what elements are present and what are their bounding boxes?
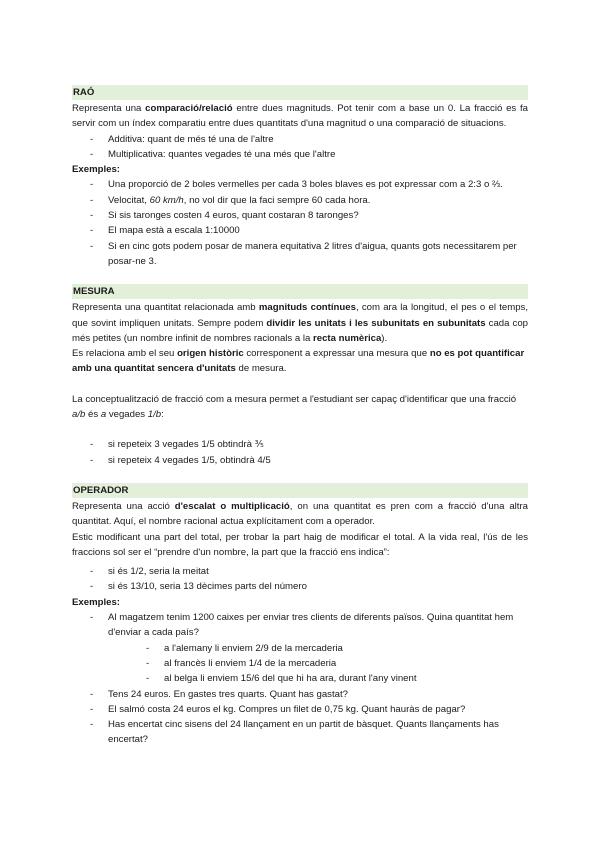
spacer	[72, 468, 528, 483]
rao-examples-label: Exemples:	[72, 164, 120, 176]
section-heading-operador: OPERADOR	[72, 483, 528, 498]
list-item: - El mapa està a escala 1:10000	[72, 223, 528, 238]
list-item: - Has encertat cinc sisens del 24 llançament en un partit de bàsquet. Quants llançaments has encertat?	[72, 717, 528, 748]
document-page	[72, 85, 528, 748]
section-heading-mesura: MESURA	[72, 284, 528, 299]
sub-list-item: - al francès li enviem 1/4 de la mercaderia	[108, 656, 528, 671]
spacer	[72, 422, 528, 437]
spacer	[72, 377, 528, 392]
sub-list-item: - a l'alemany li enviem 2/9 de la mercaderia	[108, 641, 528, 656]
section-heading-rao: RAÓ	[72, 85, 528, 100]
rao-types-list	[72, 132, 528, 163]
list-item: - Velocitat, 60 km/h, no vol dir que la faci sempre 60 cada hora.	[72, 193, 528, 208]
operador-definition: Representa una acció d'escalat o multiplicació, on una quantitat es pren com a fracció d'una altra quantitat. Aquí, el nombre racional actua explícitament com a operador.	[72, 500, 528, 528]
operador-examples-label: Exemples:	[72, 596, 120, 608]
mesura-concept: La conceptualització de fracció com a mesura permet a l'estudiant ser capaç d'identificar que una fracció a/b és a vegades 1/b:	[72, 393, 517, 421]
sub-list-item: - al belga li enviem 15/6 del que hi ha ara, durant l'any vinent	[108, 671, 528, 686]
operador-examples-list	[72, 610, 528, 748]
mesura-origin: Es relaciona amb el seu origen històric corresponent a expressar una mesura que no es pot quantificar amb una quantitat sencera d'unitats de mesura.	[72, 348, 525, 375]
sub-list	[108, 641, 528, 687]
list-item: - si repeteix 3 vegades 1/5 obtindrà ⅗	[72, 437, 528, 452]
mesura-definition: Representa una quantitat relacionada amb magnituds contínues, com ara la longitud, el pes o el temps, que sovint impliquen unitats. Sempre podem dividir les unitats i les subunitats en subunitats cada cop més petites (un nombre infinit de nombres racionals a la recta numèrica).	[72, 302, 528, 344]
operador-list	[72, 564, 528, 595]
list-item: - Tens 24 euros. En gastes tres quarts. Quant has gastat?	[72, 687, 528, 702]
list-item: - Una proporció de 2 boles vermelles per cada 3 boles blaves es pot expressar com a 2:3 o ⅔.	[72, 177, 528, 192]
list-item: - Si sis taronges costen 4 euros, quant costaran 8 taronges?	[72, 208, 528, 223]
mesura-list	[72, 437, 528, 468]
rao-definition: Representa una comparació/relació entre dues magnituds. Pot tenir com a base un 0. La fracció es fa servir com un índex comparatiu entre dues quantitats d'una magnitud o una comparació de situacions.	[72, 103, 528, 130]
list-item: - El salmó costa 24 euros el kg. Compres un filet de 0,75 kg. Quant hauràs de pagar?	[72, 702, 528, 717]
list-item: - Multiplicativa: quantes vegades té una més que l'altre	[72, 147, 528, 162]
list-item: - Al magatzem tenim 1200 caixes per enviar tres clients de diferents països. Quina quantitat hem d'enviar a cada país? - a l'alemany li enviem 2/9 de la mercaderia - al francès li enviem 1/4 de la mercaderia - al belga li enviem 15/6 del que hi ha ara, durant l'any vinent	[72, 610, 528, 686]
list-item: - si és 1/2, seria la meitat	[72, 564, 528, 579]
rao-examples-list	[72, 177, 528, 269]
list-item: - si repeteix 4 vegades 1/5, obtindrà 4/5	[72, 453, 528, 468]
list-item: - si és 13/10, seria 13 dècimes parts del número	[72, 579, 528, 594]
spacer	[72, 269, 528, 284]
operador-explanation: Estic modificant una part del total, per trobar la part haig de modificar el total. A la vida real, l'ús de les fraccions sol ser el “prendre d'un nombre, la part que la fracció ens indica”:	[72, 531, 528, 558]
list-item: - Si en cinc gots podem posar de manera equitativa 2 litres d'aigua, quants gots necessitarem per posar-ne 3.	[72, 239, 528, 270]
list-item: - Additiva: quant de més té una de l'altre	[72, 132, 528, 147]
